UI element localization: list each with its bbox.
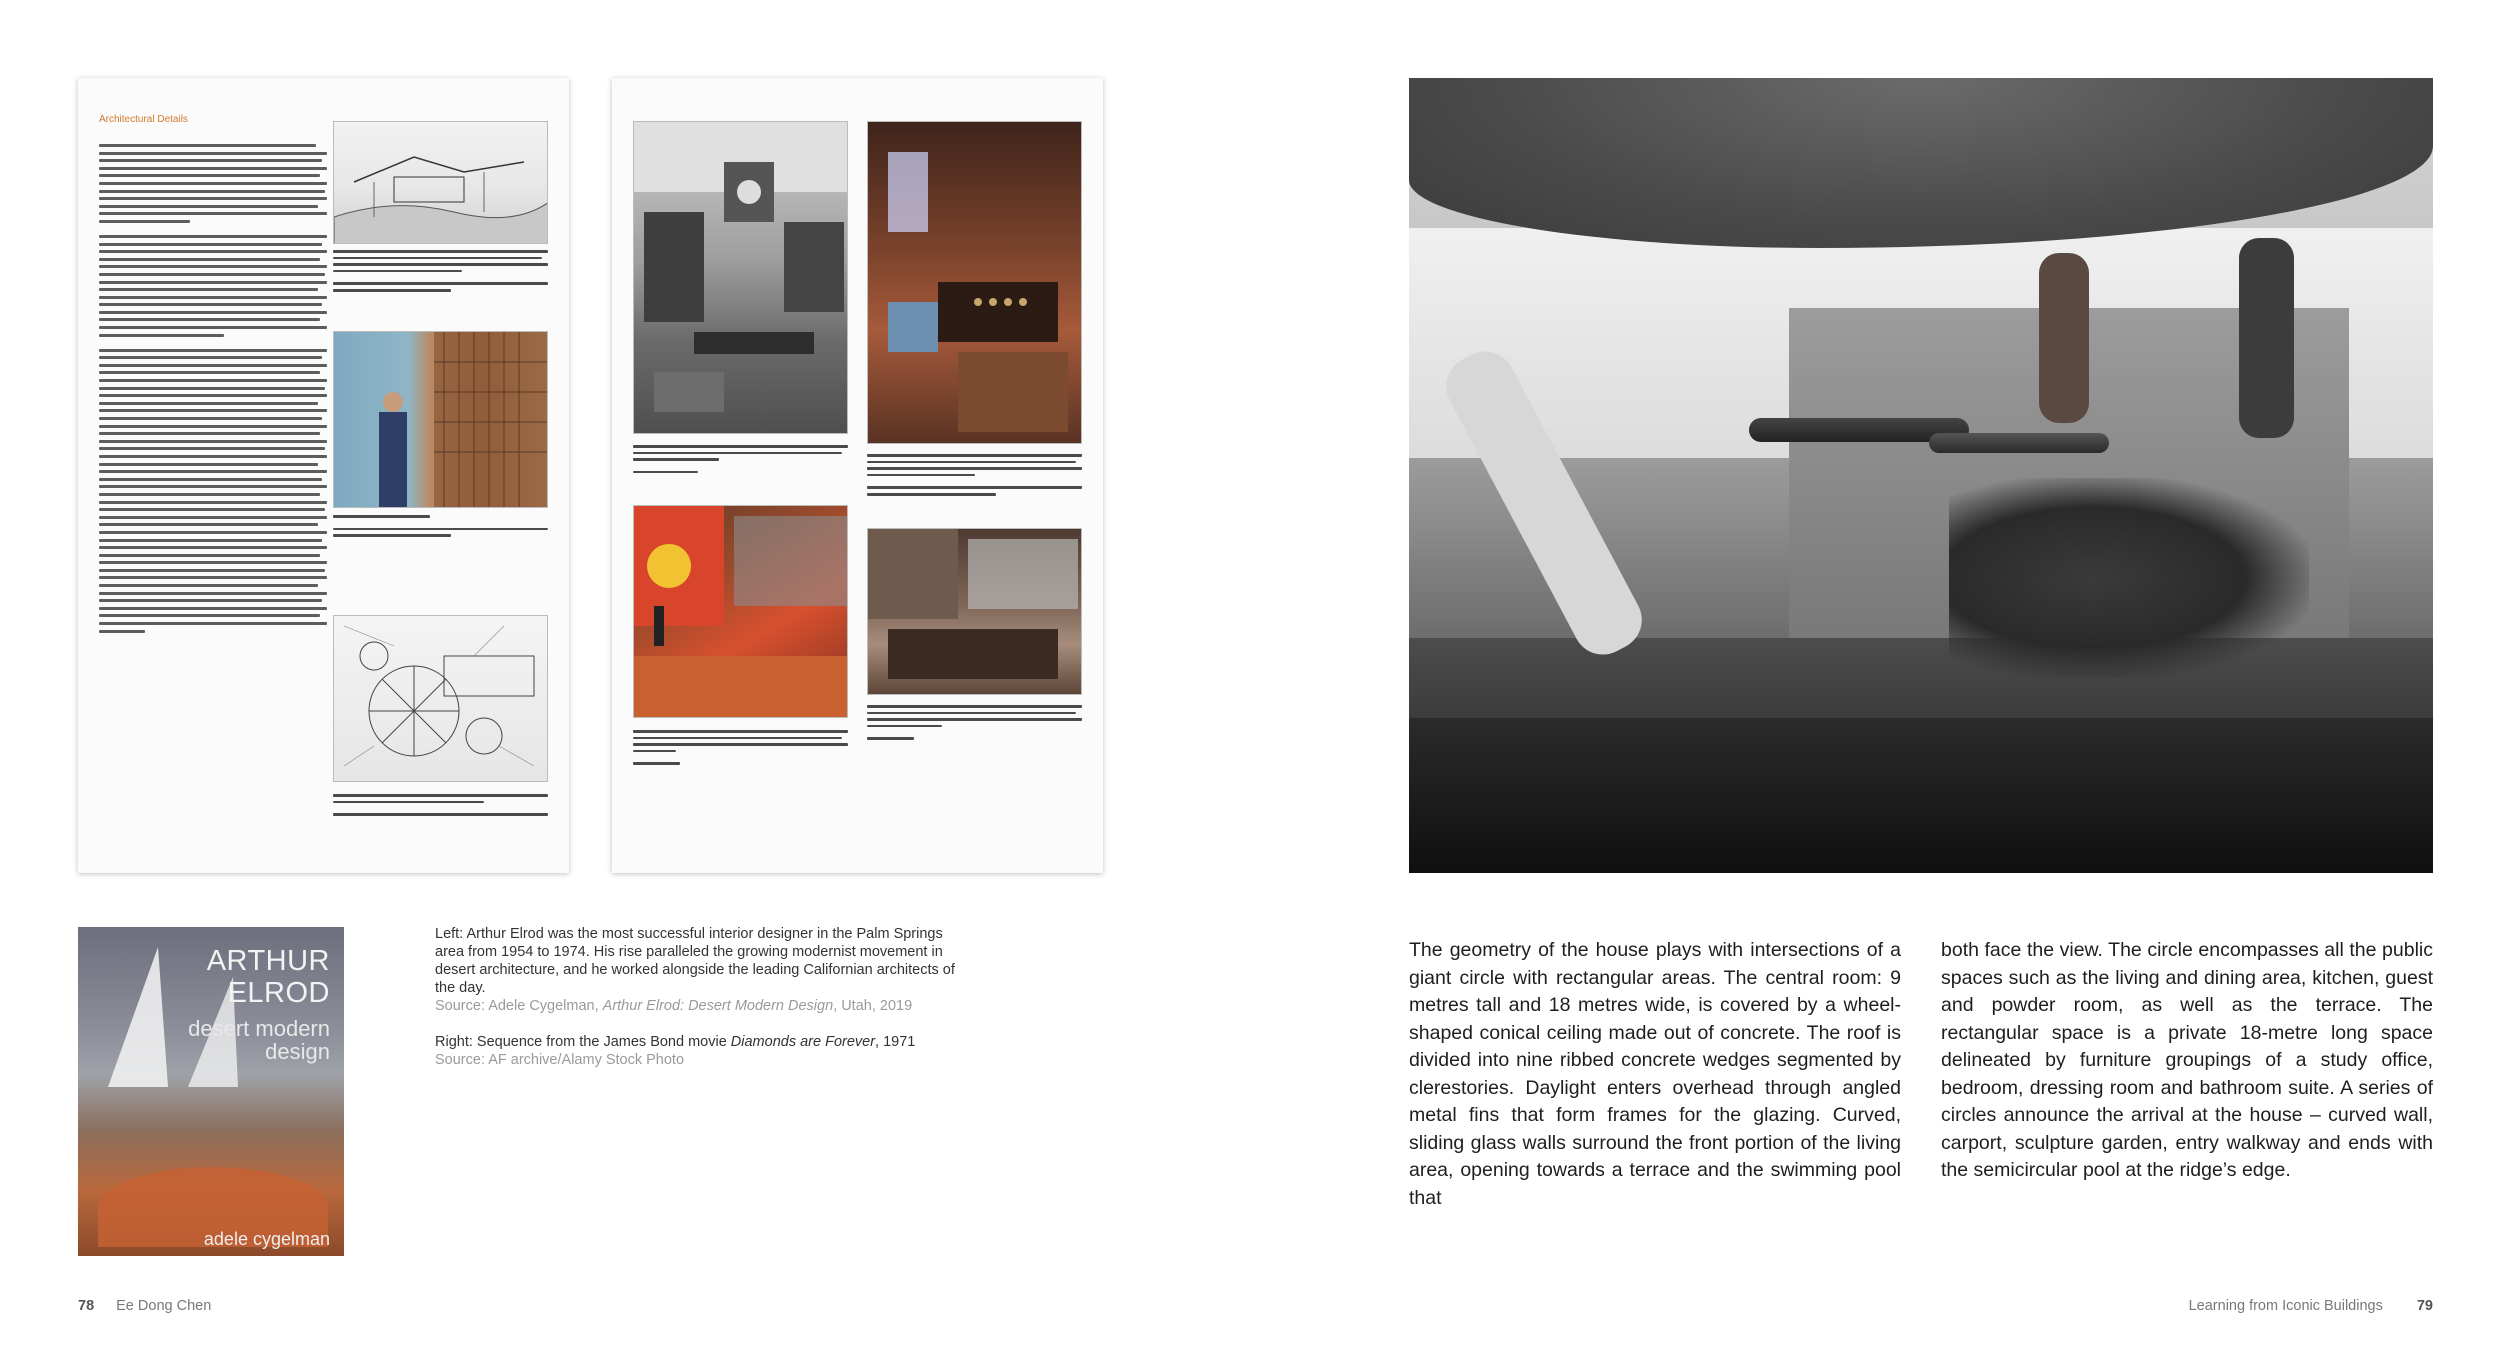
thumbnail-heading: Architectural Details (99, 114, 188, 125)
planting (1949, 478, 2309, 678)
cover-title: ARTHUR ELROD (206, 945, 330, 1009)
body-text-column-2: both face the view. The circle encompasses all the public spaces such as the living and dining area, kitchen, guest and powder room, as well as the terrace. The rectangular space is a private 18-metre long space delineated by furniture groupings of a study office, bedroom, dressing room and bathroom suite. A series of circles announce the arrival at the house – curved wall, carport, sculpture garden, entry walkway and ends with the semicircular pool at the ridge’s edge. (1941, 939, 2433, 1181)
thumbnail-caption (867, 454, 1082, 500)
pool-water (1409, 718, 2433, 873)
caption-right-source: Source: AF archive/Alamy Stock Photo (435, 1052, 685, 1068)
thumbnail-section-sketch (333, 121, 548, 244)
cover-sail-shape (108, 947, 168, 1087)
thumbnail-floor-plan (333, 615, 548, 782)
woman-figure (2239, 238, 2294, 438)
film-still-photo (1409, 78, 2433, 873)
thumbnail-caption (333, 794, 548, 820)
book-cover-image (78, 927, 344, 1256)
footer-left (78, 1298, 211, 1314)
inner-page-thumbnail-right (612, 78, 1103, 873)
thumbnail-bedside-photo (867, 121, 1082, 444)
thumbnail-caption (867, 705, 1082, 744)
conical-roof (1409, 78, 2433, 248)
running-head-author: Ee Dong Chen (116, 1298, 212, 1314)
page-number-left: 78 (78, 1298, 95, 1314)
thumbnail-caption (333, 515, 548, 541)
caption-left: Left: Arthur Elrod was the most successful interior designer in the Palm Springs area from 1954 to 1974. His rise paralleled the growing modernist movement in desert architecture, and he worked alongside the leading Californian architects of the day. Source: Adele Cygelman, Arthur Elrod: Desert Modern Design, Utah, 2019 (435, 925, 965, 1015)
footer-right (2189, 1298, 2433, 1314)
thumbnail-caption (633, 445, 848, 477)
page-number-right: 79 (2416, 1298, 2433, 1314)
thumbnail-caption (633, 730, 848, 769)
woman-figure (2039, 253, 2089, 423)
cover-subtitle: desert modern design (188, 1016, 330, 1064)
thumbnail-body-text (99, 144, 327, 645)
running-head-title: Learning from Iconic Buildings (2188, 1298, 2383, 1314)
inner-page-thumbnail-left (78, 78, 569, 873)
cover-author: adele cygelman (203, 1229, 330, 1249)
thumbnail-bathroom-photo (867, 528, 1082, 695)
figure-captions (435, 925, 965, 1087)
body-text-column-1: The geometry of the house plays with intersections of a giant circle with rectangular areas. The central room: 9 metres tall and 18 metres wide, is covered by a wheel-shaped conical ceiling made out of concrete. The roof is divided into nine ribbed concrete wedges segmented by clerestories. Daylight enters overhead through angled metal fins that form frames for the glazing. Curved, sliding glass walls surround the front portion of the living area, opening towards a terrace and the swimming pool that (1409, 939, 1901, 1209)
thumbnail-caption (333, 250, 548, 296)
thumbnail-construction-photo (333, 331, 548, 508)
spout-pipe (1929, 433, 2109, 453)
thumbnail-living-room-photo (633, 505, 848, 718)
thumbnail-interior-photo (633, 121, 848, 434)
caption-left-source: Source: Adele Cygelman, Arthur Elrod: Desert Modern Design, Utah, 2019 (435, 998, 913, 1014)
caption-right: Right: Sequence from the James Bond movie Diamonds are Forever, 1971 Source: AF archive/Alamy Stock Photo (435, 1033, 965, 1069)
